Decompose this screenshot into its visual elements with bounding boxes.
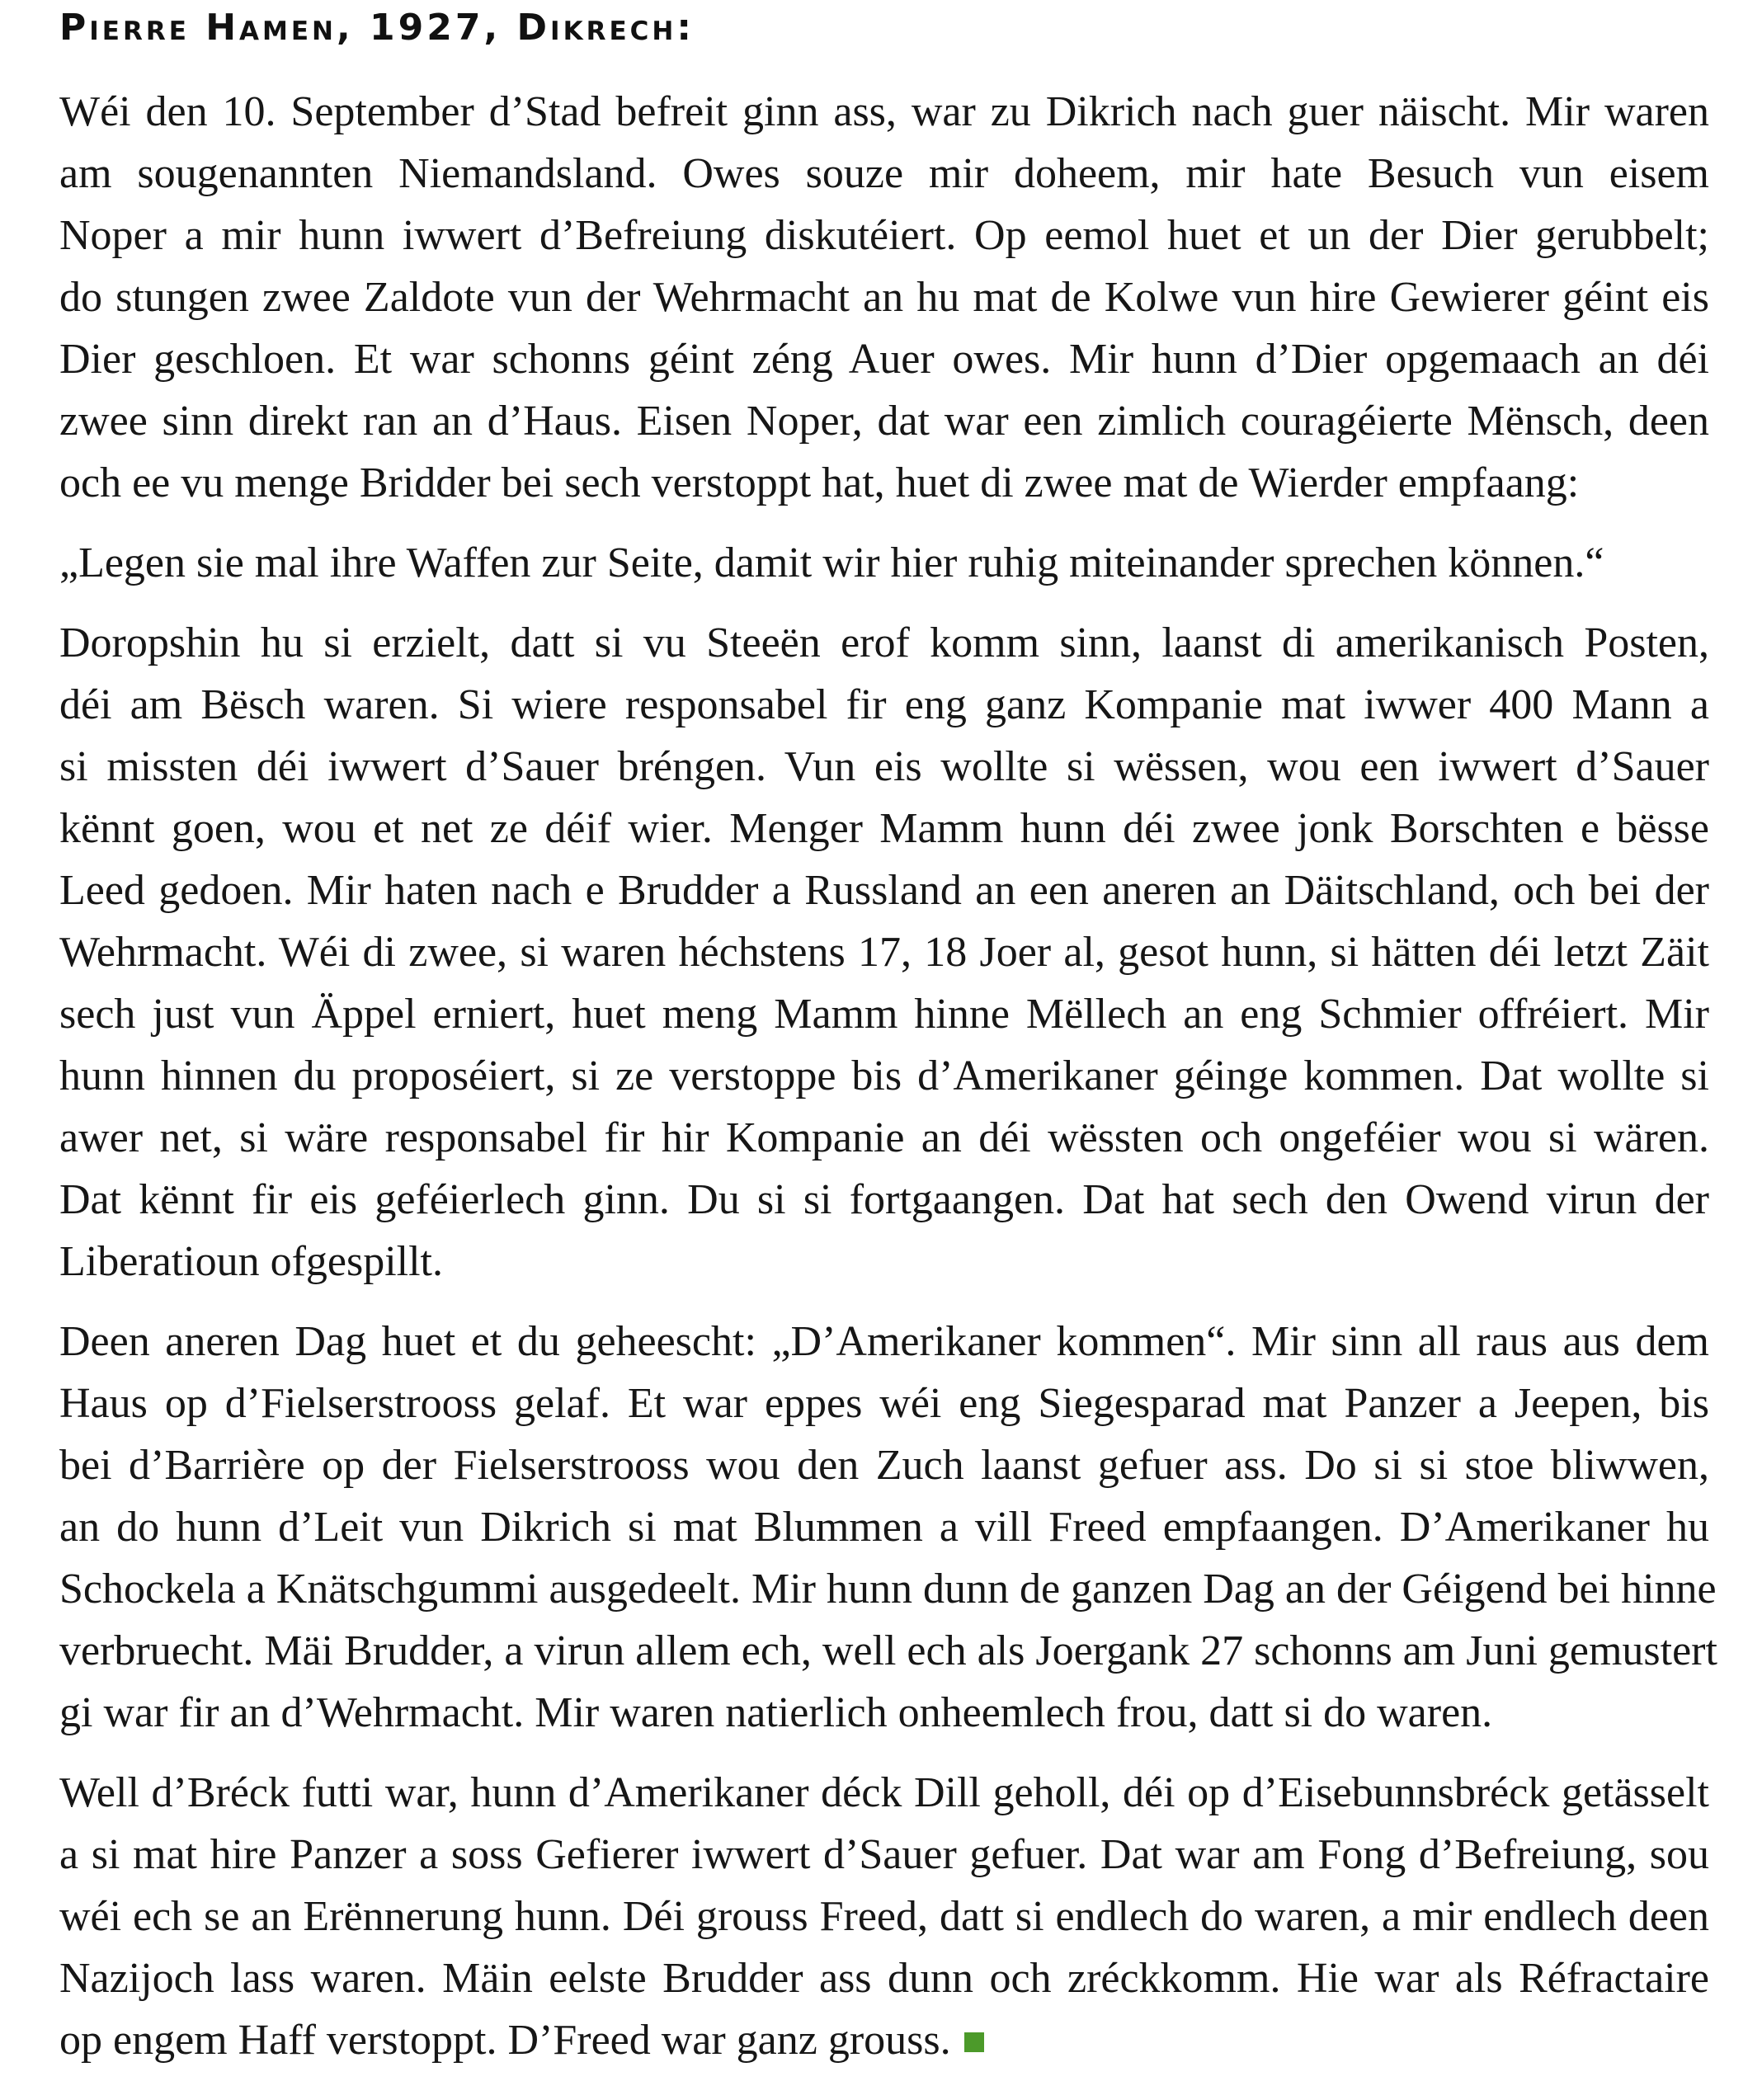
text-line: Well d’Bréck futti war, hunn d’Amerikaner déck Dill geholl, déi op d’Eisebunnsbréck getässelt [59,1769,1709,1816]
text-line: kënnt goen, wou et net ze déif wier. Menger Mamm hunn déi zwee jonk Borschten e bësse [59,805,1709,852]
text-line: zwee sinn direkt ran an d’Haus. Eisen Noper, dat war een zimlich couragéierte Mënsch, deen [59,398,1709,445]
green-square-end-mark-icon [964,2032,984,2052]
text-line-final [59,2009,1709,2071]
text-line: Schockela a Knätschgummi ausgedeelt. Mir hunn dunn de ganzen Dag an der Géigend bei hinne [59,1566,1717,1613]
text-line: a si mat hire Panzer a soss Gefierer iwwert d’Sauer gefuer. Dat war am Fong d’Befreiung, sou [59,1831,1709,1878]
text-line: verbruecht. Mäi Brudder, a virun allem ech, well ech als Joergank 27 schonns am Juni gemustert [59,1627,1717,1674]
text-line: Wéi den 10. September d’Stad befreit ginn ass, war zu Dikrich nach guer näischt. Mir waren [59,88,1709,135]
article-body [59,81,1717,2089]
text-line: Deen aneren Dag huet et du geheescht: „D’Amerikaner kommen“. Mir sinn all raus aus dem [59,1318,1709,1365]
text-line: Wehrmacht. Wéi di zwee, si waren héchstens 17, 18 Joer al, gesot hunn, si hätten déi letzt Zäit [59,929,1709,976]
paragraph-5 [59,1762,1709,2071]
paragraph-4 [59,1311,1717,1744]
text-line: Doropshin hu si erzielt, datt si vu Steeën erof komm sinn, laanst di amerikanisch Posten, [59,619,1709,666]
text-line: wéi ech se an Erënnerung hunn. Déi grouss Freed, datt si endlech do waren, a mir endlech deen [59,1893,1709,1940]
text-line: sech just vun Äppel erniert, huet meng Mamm hinne Mëllech an eng Schmier offréiert. Mir [59,991,1709,1038]
text-line: Nazijoch lass waren. Mäin eelste Brudder ass dunn och zréckkomm. Hie war als Réfractaire [59,1955,1709,2002]
heading-speaker: Pierre Hamen, 1927, Dikrech: [59,7,695,49]
text-line: hunn hinnen du proposéiert, si ze verstoppe bis d’Amerikaner géinge kommen. Dat wollte si [59,1052,1709,1099]
text-line: si missten déi iwwert d’Sauer bréngen. Vun eis wollte si wëssen, wou een iwwert d’Sauer [59,743,1709,790]
paragraph-1 [59,81,1709,514]
text-line: an do hunn d’Leit vun Dikrich si mat Blummen a vill Freed empfaangen. D’Amerikaner hu [59,1504,1709,1551]
final-sentence: op engem Haff verstoppt. D’Freed war ganz grouss. [59,2017,951,2064]
text-line: „Legen sie mal ihre Waffen zur Seite, damit wir hier ruhig miteinander sprechen können.“ [59,539,1604,586]
paragraph-2-quote [59,532,1709,594]
text-line: do stungen zwee Zaldote vun der Wehrmacht an hu mat de Kolwe vun hire Gewierer géint eis [59,274,1709,321]
text-line: Leed gedoen. Mir haten nach e Brudder a Russland an een aneren an Däitschland, och bei der [59,867,1709,914]
text-line: Dat kënnt fir eis geféierlech ginn. Du si si fortgaangen. Dat hat sech den Owend virun der [59,1176,1709,1223]
text-line: déi am Bësch waren. Si wiere responsabel fir eng ganz Kompanie mat iwwer 400 Mann a [59,681,1709,728]
text-line: gi war fir an d’Wehrmacht. Mir waren natierlich onheemlech frou, datt si do waren. [59,1689,1493,1736]
text-line: Liberatioun ofgespillt. [59,1238,444,1285]
text-line: Noper a mir hunn iwwert d’Befreiung diskutéiert. Op eemol huet et un der Dier gerubbelt; [59,212,1709,259]
text-line: awer net, si wäre responsabel fir hir Kompanie an déi wëssten och ongeféier wou si wären. [59,1114,1709,1161]
text-line: bei d’Barrière op der Fielserstrooss wou den Zuch laanst gefuer ass. Do si si stoe bliwwen, [59,1442,1709,1489]
text-line: Dier geschloen. Et war schonns géint zéng Auer owes. Mir hunn d’Dier opgemaach an déi [59,336,1709,383]
text-line: Haus op d’Fielserstrooss gelaf. Et war eppes wéi eng Siegesparad mat Panzer a Jeepen, bis [59,1380,1709,1427]
text-line: och ee vu menge Bridder bei sech verstoppt hat, huet di zwee mat de Wierder empfaang: [59,459,1580,506]
paragraph-3 [59,612,1709,1292]
text-line: am sougenannten Niemandsland. Owes souze mir doheem, mir hate Besuch vun eisem [59,150,1709,197]
